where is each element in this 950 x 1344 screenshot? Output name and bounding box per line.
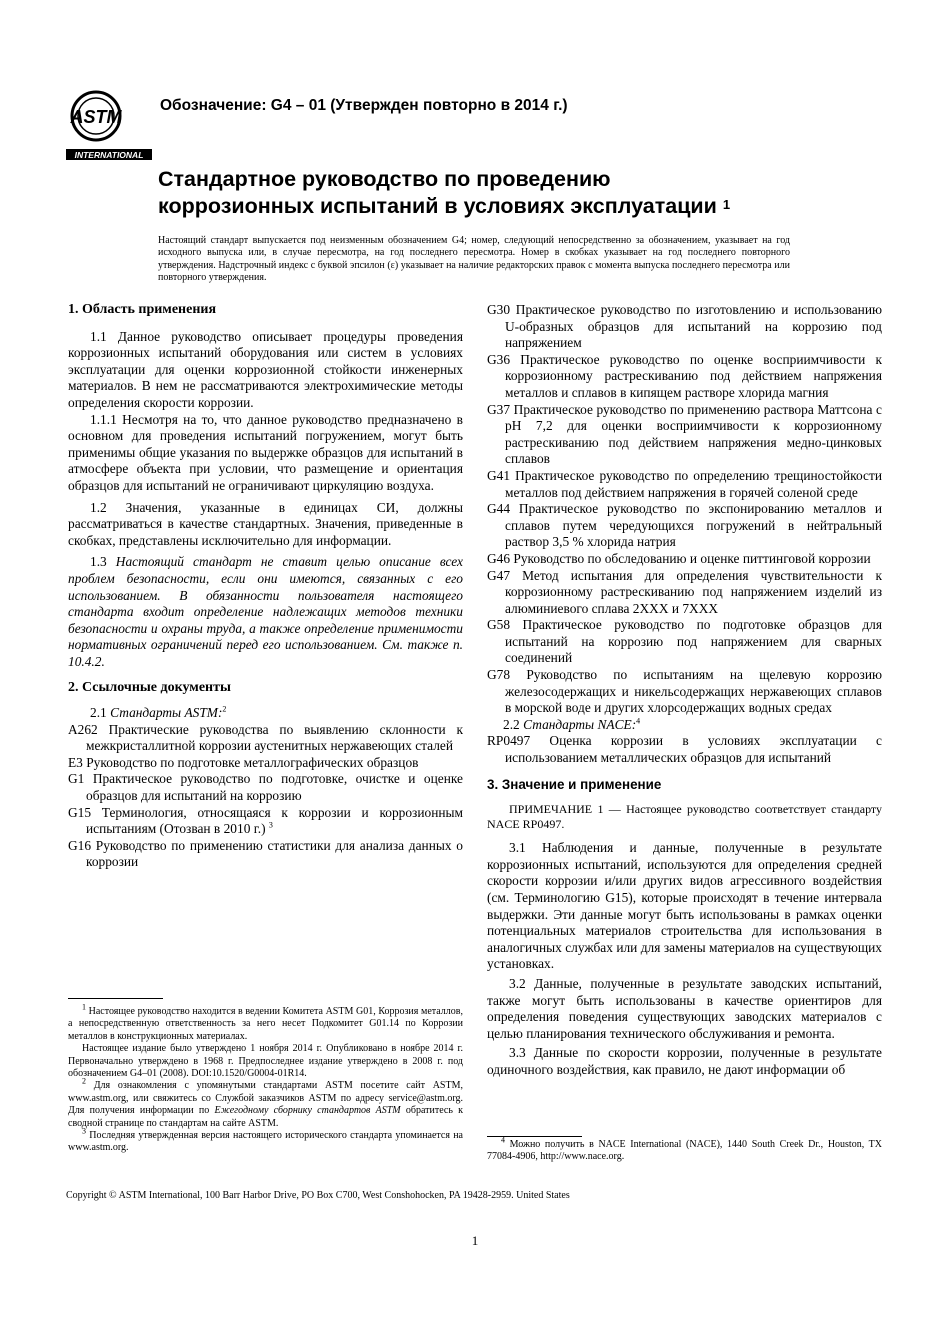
- ref-g78: G78 Руководство по испытаниям на щелевую коррозию железосодержащих и никельсодержащих нержавеющих сплавов в морской воде и других хлорсодержащих водных средах: [487, 667, 882, 716]
- para-1-1-1: 1.1.1 Несмотря на то, что данное руководство предназначено в основном для проведения испытаний погружением, могут быть применимы общие указания по выдержке образцов для испытаний в атмосфере объекта при условии, что размещение и ориентация образцов для испытаний не ограничивают циркуляцию воздуха.: [68, 411, 463, 493]
- ref-g44: G44 Практическое руководство по экспонированию металлов и сплавов путем чередующихся погружений в нейтральный раствор 3,5 % хлорида натрия: [487, 501, 882, 550]
- section-1-heading: 1. Область применения: [68, 302, 217, 317]
- page-number: 1: [471, 1233, 479, 1248]
- ref-g47: G47 Метод испытания для определения чувствительности к коррозионному растрескиванию под напряжением изделий из алюминиевого сплава 2XXX и 7XXX: [487, 567, 882, 616]
- astm-logo: [66, 86, 156, 162]
- footnote-2: $^2$ Для ознакомления с упомянутыми стандартами ASTM посетите сайт ASTM, www.astm.org, или свяжитесь со Службой заказчиков ASTM по адресу service@astm.org. Для получения информации по Ежегодному сборнику стандартов ASTM обратитесь к сводной странице по стандартам на сайте ASTM.: [68, 1077, 464, 1129]
- ref-g46: G46 Руководство по обследованию и оценке питтинговой коррозии: [487, 550, 871, 566]
- ref-g37: G37 Практическое руководство по применению раствора Маттсона с pH 7,2 для оценки восприимчивости к коррозионному растрескиванию под действием напряжения медно-цинковых сплавов: [487, 401, 882, 467]
- ref-g36: G36 Практическое руководство по оценке восприимчивости к коррозионному растрескиванию под действием напряжения металлов и сплавов в кипящем растворе хлорида магния: [487, 351, 882, 400]
- logo-text: ASTM: [70, 107, 122, 127]
- ref-g16: G16 Руководство по применению статистики для анализа данных о коррозии: [68, 837, 463, 870]
- section-2-heading: 2. Ссылочные документы: [68, 680, 231, 696]
- para-2-2: 2.2 Стандарты NACE:$^4$: [503, 716, 641, 732]
- title-line-2: коррозионных испытаний в условиях эксплуатации $^1$: [158, 194, 731, 218]
- left-footnotes: [68, 1002, 464, 1155]
- ref-g30: G30 Практическое руководство по изготовлению и использованию U-образных образцов для испытаний на коррозию под напряжением: [487, 302, 882, 351]
- para-1-2: 1.2 Значения, указанные в единицах СИ, должны рассматриваться в качестве стандартных. Значения, приведенные в скобках, представлены исключительно для информации.: [68, 499, 463, 548]
- left-column: [68, 302, 463, 871]
- note-1: ПРИМЕЧАНИЕ 1 — Настоящее руководство соответствует стандарту NACE RP0497.: [487, 802, 882, 832]
- para-3-1: 3.1 Наблюдения и данные, полученные в результате коррозионных испытаний, используются для определения средней скорости коррозии и/или других видов агрессивного воздействия (см. Терминологию G15), которые происходят в течение интервала выдержки. Эти данные могут быть использованы в рамках оценки потенциальных материалов строительства для использования в аналогичных службах или для замены материалов на существующих установках.: [487, 840, 882, 972]
- title-line-1: Стандартное руководство по проведению: [158, 167, 611, 191]
- footnote-4: $^4$ Можно получить в NACE International (NACE), 1440 South Creek Dr., Houston, TX 77084-4906, http://www.nace.org.: [487, 1135, 882, 1163]
- logo-subtext: INTERNATIONAL: [74, 150, 144, 160]
- ref-e3: E3 Руководство по подготовке металлографических образцов: [68, 754, 419, 770]
- ref-g15: G15 Терминология, относящаяся к коррозии и коррозионным испытаниям (Отозван в 2010 г.) $^3$: [68, 804, 463, 837]
- ref-g41: G41 Практическое руководство по определению трещиностойкости металлов под действием напряжения в горячей соленой среде: [487, 467, 882, 500]
- footnote-3: $^3$ Последняя утвержденная версия настоящего исторического стандарта упоминается на www.astm.org.: [68, 1126, 463, 1154]
- ref-rp0497: RP0497 Оценка коррозии в условиях эксплуатации с использованием металлических образцов для испытаний: [487, 733, 882, 766]
- copyright: Copyright © ASTM International, 100 Barr Harbor Drive, PO Box C700, West Conshohocken, PA 19428-2959. United States: [66, 1190, 570, 1201]
- para-1-3: 1.3 Настоящий стандарт не ставит целью описание всех проблем безопасности, если они имеются, связанных с его использованием. В обязанности пользователя настоящего стандарта входит определение надлежащих методов техники безопасности и охраны труда, а также определение применимости нормативных ограничений перед его использованием. См. также п. 10.4.2.: [68, 554, 463, 669]
- right-column: [487, 302, 882, 1079]
- right-footnotes: [487, 1135, 882, 1164]
- para-2-1: 2.1 Стандарты ASTM:$^2$: [90, 704, 227, 721]
- footnote-rule-left: [68, 998, 163, 999]
- issuance-notice: Настоящий стандарт выпускается под неизменным обозначением G4; номер, следующий непосредственно за обозначением, указывает на год исходного выпуска или, в случае пересмотра, на год последнего пересмотра. Номер в скобках указывает на год последнего повторного утверждения. Надстрочный индекс с буквой эпсилон (ε) указывает на наличие редакторских правок с момента выпуска последнего пересмотра или повторного утверждения.: [158, 235, 790, 284]
- ref-g1: G1 Практическое руководство по подготовке, очистке и оценке образцов для испытаний на коррозию: [68, 771, 463, 804]
- para-1-1: 1.1 Данное руководство описывает процедуры проведения коррозионных испытаний оборудования или систем в условиях эксплуатации для оценки коррозионной стойкости инженерных материалов. В нем не рассматриваются электрохимические методы определения скорости коррозии.: [68, 328, 463, 410]
- footnote-1-edition: Настоящее издание было утверждено 1 ноября 2014 г. Опубликовано в ноябре 2014 г. Первоначально утверждено в 1968 г. Предпоследнее издание утверждено в 2008 г. под обозначением G4–01 (2008). DOI:10.1520/G0004-01R14.: [68, 1043, 463, 1080]
- section-3-heading: 3. Значение и применение: [487, 776, 662, 792]
- document-title: [158, 166, 798, 220]
- ref-a262: A262 Практические руководства по выявлению склонности к межкристаллитной коррозии аустенитных нержавеющих сталей: [68, 721, 463, 754]
- footnote-1: $^1$ Настоящее руководство находится в ведении Комитета ASTM G01, Коррозия металлов, а непосредственную ответственность за него несет Подкомитет G01.14 по Коррозии металлов в конструкционных материалах.: [68, 1002, 463, 1042]
- title-footnote-mark: 1: [722, 197, 731, 212]
- para-3-2: 3.2 Данные, полученные в результате заводских испытаний, также могут быть использованы в качестве ориентиров для определения поведения существующих заводских материалов с целью планирования технического обслуживания и ремонта.: [487, 975, 882, 1041]
- para-3-3: 3.3 Данные по скорости коррозии, полученные в результате одиночного воздействия, как правило, не дают информации об: [487, 1045, 882, 1077]
- designation: Обозначение: G4 – 01 (Утвержден повторно в 2014 г.): [160, 97, 568, 114]
- ref-g58: G58 Практическое руководство по подготовке образцов для испытаний на коррозию под напряжением для сварных соединений: [487, 617, 882, 666]
